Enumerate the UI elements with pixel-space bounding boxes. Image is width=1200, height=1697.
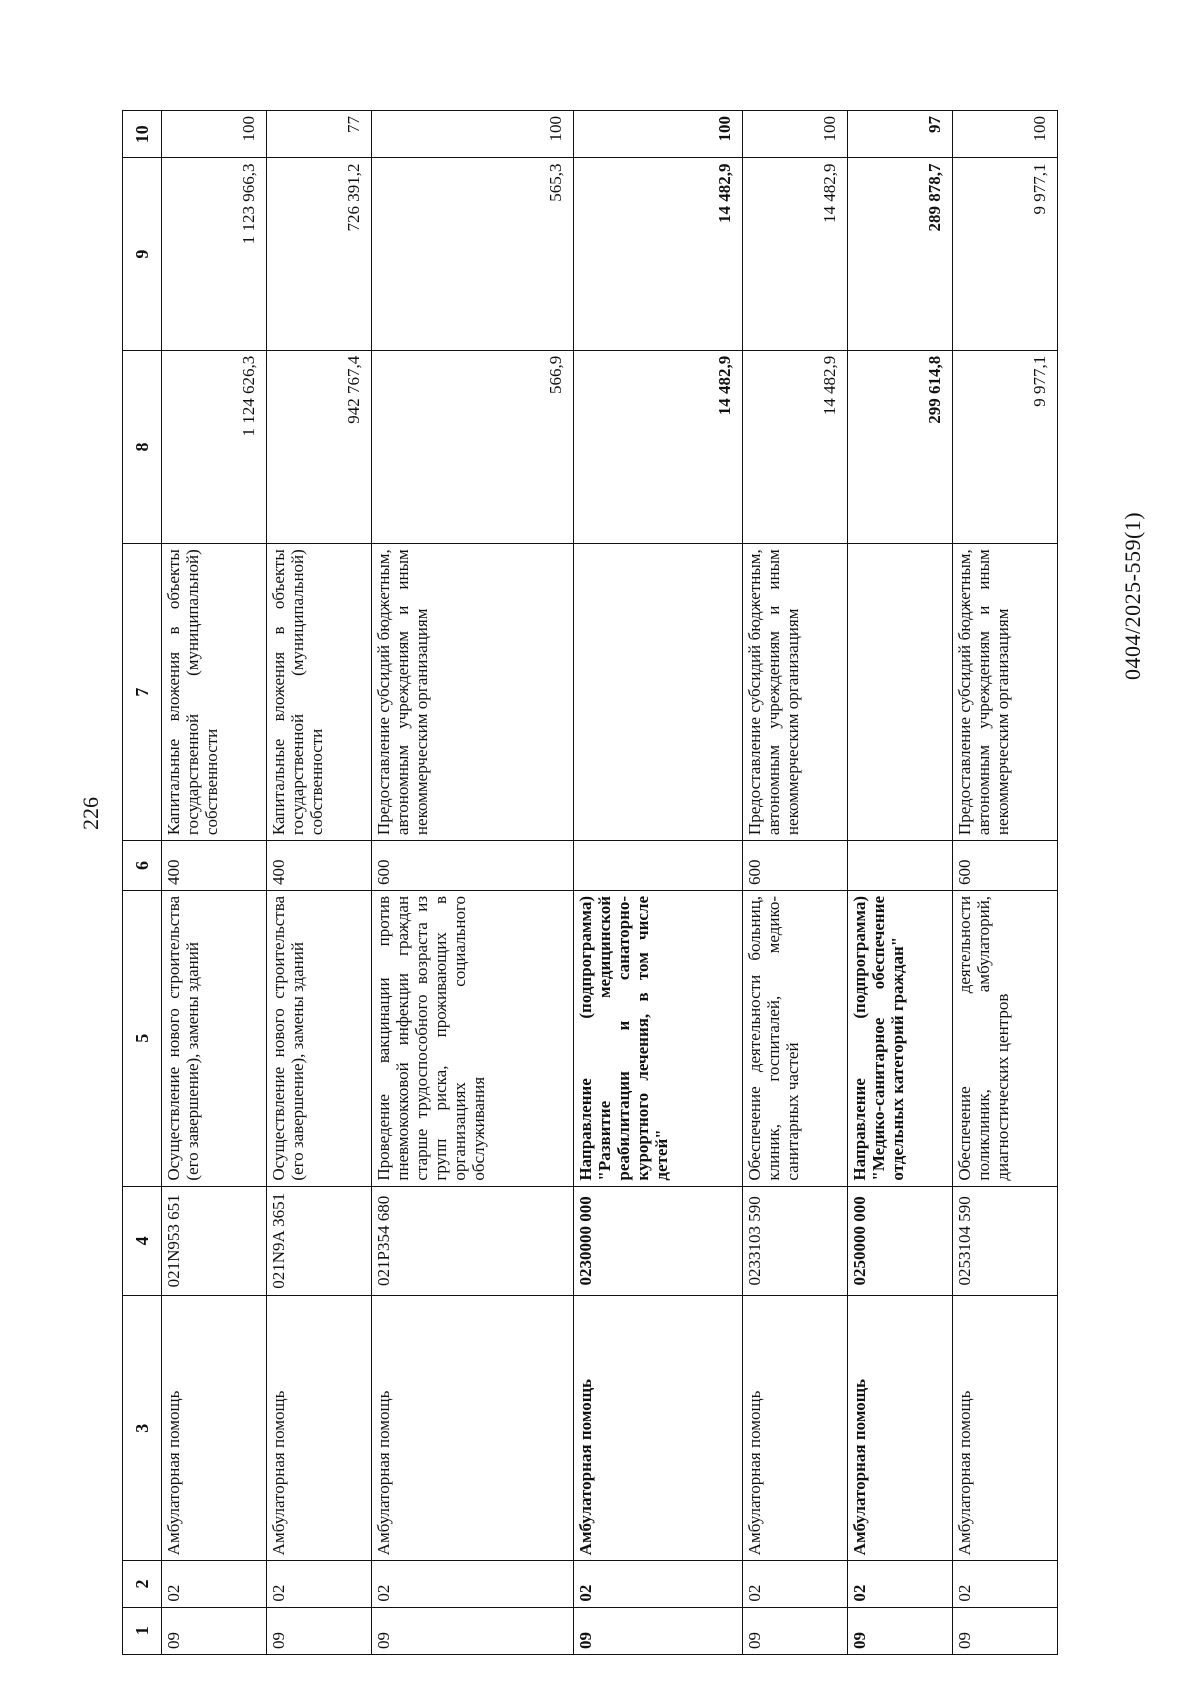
executed-amount: 14 482,9 (742, 158, 847, 350)
execution-percent: 100 (573, 111, 742, 159)
header-cell: 3 (123, 1296, 162, 1561)
header-row (123, 111, 162, 1655)
table-row (742, 111, 847, 1655)
target-article-name: Направление (подпрограмма) "Развитие медицинской реабилитации и санаторно-курортного лечения, в том числе детей" (573, 890, 742, 1186)
header-cell: 10 (123, 111, 162, 159)
document-code: 0404/2025-559(1) (1120, 511, 1145, 680)
subsection-code: 02 (742, 1561, 847, 1607)
subsection-name: Амбулаторная помощь (267, 1296, 372, 1561)
expense-type-code: 400 (267, 841, 372, 891)
planned-amount: 299 614,8 (847, 350, 952, 543)
subsection-code: 02 (573, 1561, 742, 1607)
header-cell: 2 (123, 1561, 162, 1607)
planned-amount: 566,9 (372, 350, 574, 543)
table-row (162, 111, 267, 1655)
subsection-name: Амбулаторная помощь (372, 1296, 574, 1561)
expense-type-name: Капитальные вложения в объекты государственной (муниципальной) собственности (267, 544, 372, 841)
section-code: 09 (952, 1607, 1057, 1654)
expense-type-name (573, 544, 742, 841)
target-article-code: 021N953 651 (162, 1186, 267, 1296)
expense-type-name: Предоставление субсидий бюджетным, автономным учреждениям и иным некоммерческим организациям (952, 544, 1057, 841)
table-row (847, 111, 952, 1655)
execution-percent: 100 (372, 111, 574, 159)
budget-table (122, 110, 1058, 1655)
subsection-code: 02 (162, 1561, 267, 1607)
header-cell: 5 (123, 890, 162, 1186)
section-code: 09 (847, 1607, 952, 1654)
expense-type-name: Предоставление субсидий бюджетным, автономным учреждениям и иным некоммерческим организациям (372, 544, 574, 841)
execution-percent: 100 (162, 111, 267, 159)
target-article-code: 0253104 590 (952, 1186, 1057, 1296)
header-cell: 4 (123, 1186, 162, 1296)
execution-percent: 100 (952, 111, 1057, 159)
expense-type-name: Капитальные вложения в объекты государственной (муниципальной) собственности (162, 544, 267, 841)
subsection-code: 02 (267, 1561, 372, 1607)
target-article-code: 0230000 000 (573, 1186, 742, 1296)
executed-amount: 565,3 (372, 158, 574, 350)
table-row (267, 111, 372, 1655)
expense-type-code (573, 841, 742, 891)
execution-percent: 77 (267, 111, 372, 159)
target-article-name: Обеспечение деятельности больниц, клиник, госпиталей, медико-санитарных частей (742, 890, 847, 1186)
planned-amount: 1 124 626,3 (162, 350, 267, 543)
expense-type-name: Предоставление субсидий бюджетным, автономным учреждениям и иным некоммерческим организациям (742, 544, 847, 841)
section-code: 09 (267, 1607, 372, 1654)
executed-amount: 1 123 966,3 (162, 158, 267, 350)
target-article-name: Направление (подпрограмма) "Медико-санитарное обеспечение отдельных категорий граждан" (847, 890, 952, 1186)
subsection-name: Амбулаторная помощь (952, 1296, 1057, 1561)
target-article-code: 0233103 590 (742, 1186, 847, 1296)
header-cell: 1 (123, 1607, 162, 1654)
execution-percent: 100 (742, 111, 847, 159)
executed-amount: 726 391,2 (267, 158, 372, 350)
subsection-code: 02 (847, 1561, 952, 1607)
planned-amount: 942 767,4 (267, 350, 372, 543)
target-article-code: 021P354 680 (372, 1186, 574, 1296)
section-code: 09 (162, 1607, 267, 1654)
target-article-name: Обеспечение деятельности поликлиник, амбулаторий, диагностических центров (952, 890, 1057, 1186)
planned-amount: 14 482,9 (573, 350, 742, 543)
header-cell: 9 (123, 158, 162, 350)
planned-amount: 14 482,9 (742, 350, 847, 543)
planned-amount: 9 977,1 (952, 350, 1057, 543)
target-article-name: Осуществление нового строительства (его завершение), замены зданий (267, 890, 372, 1186)
budget-table-container (122, 110, 1058, 1655)
target-article-code: 0250000 000 (847, 1186, 952, 1296)
expense-type-code: 600 (372, 841, 574, 891)
subsection-name: Амбулаторная помощь (742, 1296, 847, 1561)
table-row (573, 111, 742, 1655)
subsection-code: 02 (372, 1561, 574, 1607)
executed-amount: 14 482,9 (573, 158, 742, 350)
expense-type-code (847, 841, 952, 891)
header-cell: 7 (123, 544, 162, 841)
subsection-code: 02 (952, 1561, 1057, 1607)
section-code: 09 (372, 1607, 574, 1654)
header-cell: 8 (123, 350, 162, 543)
execution-percent: 97 (847, 111, 952, 159)
expense-type-code: 600 (742, 841, 847, 891)
header-cell: 6 (123, 841, 162, 891)
expense-type-name (847, 544, 952, 841)
expense-type-code: 600 (952, 841, 1057, 891)
table-row (952, 111, 1057, 1655)
expense-type-code: 400 (162, 841, 267, 891)
subsection-name: Амбулаторная помощь (573, 1296, 742, 1561)
table-row (372, 111, 574, 1655)
section-code: 09 (573, 1607, 742, 1654)
target-article-name: Проведение вакцинации против пневмококковой инфекции граждан старше трудоспособного возраста из групп риска, проживающих в организациях социального обслуживания (372, 890, 574, 1186)
page-number: 226 (78, 797, 103, 830)
section-code: 09 (742, 1607, 847, 1654)
subsection-name: Амбулаторная помощь (847, 1296, 952, 1561)
executed-amount: 289 878,7 (847, 158, 952, 350)
executed-amount: 9 977,1 (952, 158, 1057, 350)
subsection-name: Амбулаторная помощь (162, 1296, 267, 1561)
target-article-code: 021N9A 3651 (267, 1186, 372, 1296)
target-article-name: Осуществление нового строительства (его завершение), замены зданий (162, 890, 267, 1186)
